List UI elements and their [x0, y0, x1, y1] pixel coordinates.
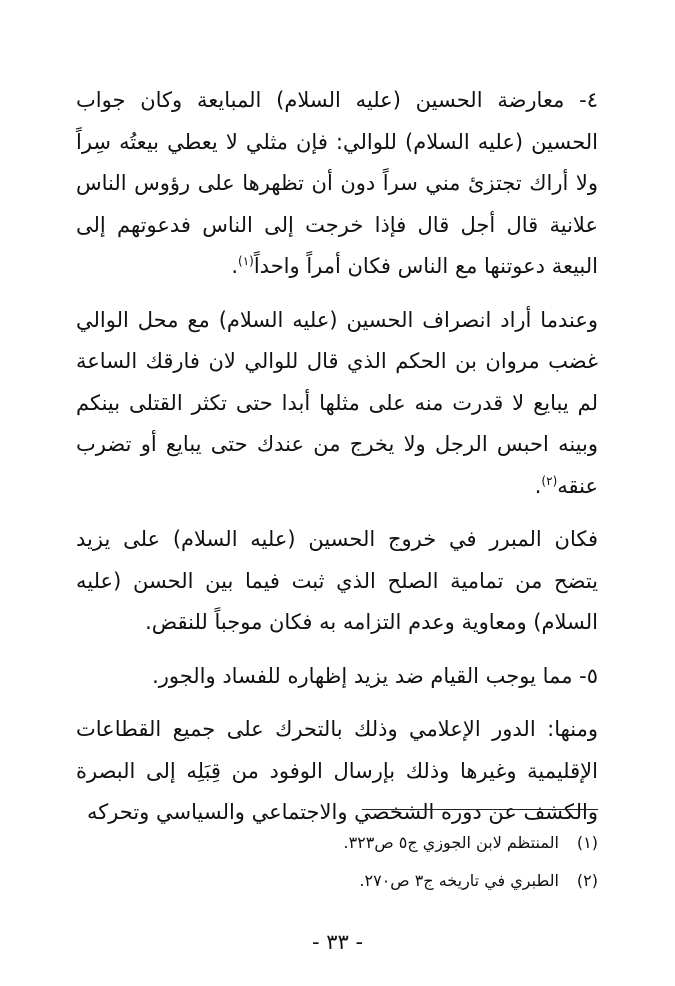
para-2-line-5: تضرب عنقه: [76, 432, 598, 498]
footnote-ref-1: (١): [238, 254, 254, 268]
paragraph-3: [76, 519, 598, 644]
point-4-number: ٤-: [579, 88, 598, 112]
footnote-2: [78, 862, 598, 900]
footnote-1-text: المنتظم لابن الجوزي ج٥ ص٣٢٣.: [343, 833, 559, 852]
point-5-text: مما يوجب القيام ضد يزيد إظهاره للفساد والجور.: [152, 663, 573, 688]
point-4-end: .: [231, 254, 239, 278]
para-3-line-1: فكان المبرر في خروج الحسين (عليه السلام) على يزيد يتضح من: [76, 527, 599, 593]
page-number: - ٣٣ -: [311, 930, 364, 954]
point-4-paragraph: [76, 80, 598, 288]
footnote-1-number: (١): [576, 833, 598, 852]
point-4-line-4: فإذا خرجت إلى الناس فدعوتهم إلى البيعة دعوتنها مع: [76, 212, 598, 278]
para-4-line-1: ومنها: الدور الإعلامي وذلك بالتحرك على جميع القطاعات: [76, 717, 598, 741]
point-4-line-5: الناس فكان أمراً واحداً: [253, 254, 449, 278]
paragraph-2: [76, 300, 598, 508]
point-5-paragraph: [76, 656, 598, 698]
para-2-line-1: وعندما أراد انصراف الحسين (عليه السلام) مع محل الوالي غضب: [76, 307, 598, 373]
footnotes: [78, 824, 598, 900]
footnote-1: [78, 824, 598, 862]
para-3-line-2: تمامية الصلح الذي ثبت فيما بين الحسن (عليه السلام) ومعاوية: [76, 568, 598, 634]
point-5-number: ٥-: [579, 663, 598, 688]
footnote-divider: [362, 809, 598, 810]
footnote-2-number: (٢): [576, 871, 598, 890]
footnote-2-text: الطبري في تاريخه ج٣ ص٢٧٠.: [359, 871, 559, 890]
point-4-line-2: للوالي: فإن مثلي لا يعطي بيعتُه سِراً ولا أراك تجتزئ مني: [76, 129, 598, 195]
para-4-line-3: والكشف عن دوره الشخصي والاجتماعي والسياسي وتحركه: [86, 800, 598, 824]
footnote-ref-2: (٢): [541, 473, 558, 488]
para-2-line-3: يبايع لا قدرت منه على مثلها أبدا حتى تكثر القتلى بينكم: [76, 390, 569, 415]
paragraph-4: [76, 709, 598, 834]
para-2-end: .: [534, 473, 542, 498]
para-2-line-4: وبينه احبس الرجل ولا يخرج من عندك حتى يبايع أو: [140, 432, 598, 456]
para-4-line-2: الإقليمية وغيرها وذلك بإرسال الوفود من قِبَلِه إلى البصرة: [76, 758, 598, 783]
para-2-line-2: مروان بن الحكم الذي قال للوالي لان فارقك الساعة لم: [76, 349, 598, 415]
point-4-line-3: سراً دون أن تظهرها على رؤوس الناس علانية قال أجل قال: [76, 171, 598, 237]
point-4-line-1: معارضة الحسين (عليه السلام) المبايعة وكان جواب الحسين (عليه السلام): [76, 88, 598, 154]
main-text: [76, 80, 598, 834]
para-3-line-3: وعدم التزامه به فكان موجباً للنقض.: [145, 610, 455, 634]
